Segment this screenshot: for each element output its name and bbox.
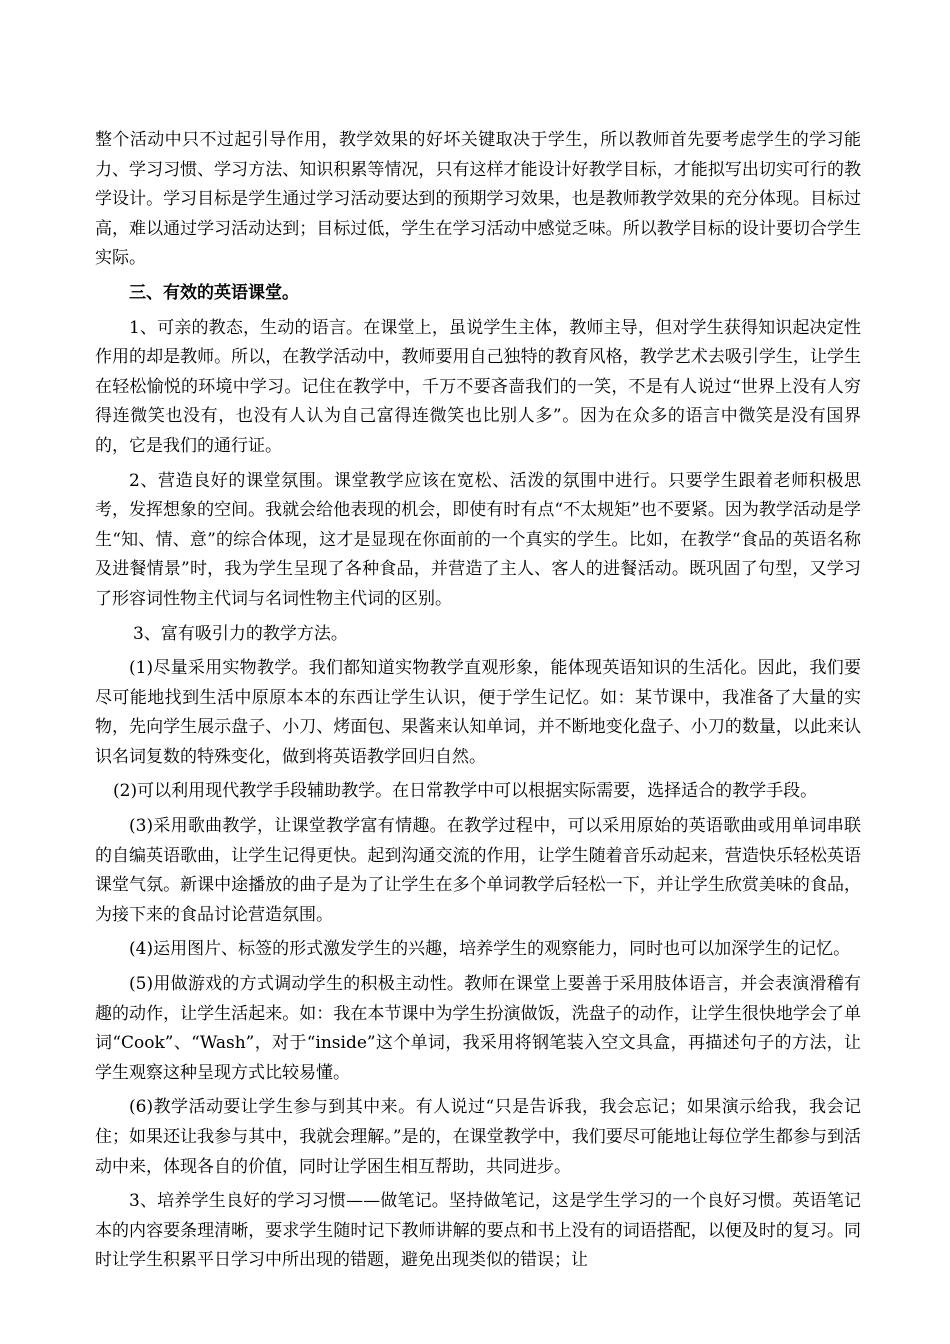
paragraph-4: 3、培养学生良好的学习习惯——做笔记。坚持做笔记，这是学生学习的一个良好习惯。英语笔记本的内容要条理清晰，要求学生随时记下教师讲解的要点和书上没有的词语搭配，以便及时的复习。同时让学生积累平日学习中所出现的错题，避免出现类似的错误；让 xyxy=(95,1191,861,1271)
paragraph-2: 2、营造良好的课堂氛围。课堂教学应该在宽松、活泼的氛围中进行。只要学生跟着老师积极思考，发挥想象的空间。我就会给他表现的机会，即使有时有点“不太规矩”也不要紧。因为教学活动是学生“知、情、意”的综合体现，这才是显现在你面前的一个真实的学生。比如，在教学“食品的英语名称及进餐情景”时，我为学生呈现了各种食品，并营造了主人、客人的进餐活动。既巩固了句型，又学习了形容词性物主代词与名词性物主代词的区别。 xyxy=(95,470,861,609)
paragraph-3-1: (1)尽量采用实物教学。我们都知道实物教学直观形象，能体现英语知识的生活化。因此，我们要尽可能地找到生活中原原本本的东西让学生认识，便于学生记忆。如：某节课中，我准备了大量的实物，先向学生展示盘子、小刀、烤面包、果酱来认知单词，并不断地变化盘子、小刀的数量，以此来认识名词复数的特殊变化，做到将英语教学回归自然。 xyxy=(95,658,861,767)
paragraph-3-6: (6)教学活动要让学生参与到其中来。有人说过“只是告诉我，我会忘记；如果演示给我，我会记住；如果还让我参与其中，我就会理解。”是的，在课堂教学中，我们要尽可能地让每位学生都参与到活动中来，体现各自的价值，同时让学困生相互帮助，共同进步。 xyxy=(95,1097,861,1177)
document-page xyxy=(95,126,861,1281)
paragraph-3-4: (4)运用图片、标签的形式激发学生的兴趣，培养学生的观察能力，同时也可以加深学生的记忆。 xyxy=(129,939,851,960)
paragraph-3-3: (3)采用歌曲教学，让课堂教学富有情趣。在教学过程中，可以采用原始的英语歌曲或用单词串联的自编英语歌曲，让学生记得更快。起到沟通交流的作用，让学生随着音乐动起来，营造快乐轻松英语课堂气氛。新课中途播放的曲子是为了让学生在多个单词教学后轻松一下，并让学生欣赏美味的食品，为接下来的食品讨论营造氛围。 xyxy=(95,816,861,925)
paragraph-1: 1、可亲的教态，生动的语言。在课堂上，虽说学生主体，教师主导，但对学生获得知识起决定性作用的却是教师。所以，在教学活动中，教师要用自己独特的教育风格，教学艺术去吸引学生，让学生在轻松愉悦的环境中学习。记住在教学中，千万不要吝啬我们的一笑，不是有人说过“世界上没有人穷得连微笑也没有，也没有人认为自己富得连微笑也比别人多”。因为在众多的语言中微笑是没有国界的，它是我们的通行证。 xyxy=(95,317,861,456)
paragraph-3-5: (5)用做游戏的方式调动学生的积极主动性。教师在课堂上要善于采用肢体语言，并会表演滑稽有趣的动作，让学生活起来。如：我在本节课中为学生扮演做饭，洗盘子的动作，让学生很快地学会了单词“Cook”、“Wash”，对于“inside”这个单词，我采用将钢笔装入空文具盒，再描述句子的方法，让学生观察这种呈现方式比较易懂。 xyxy=(95,974,861,1083)
paragraph-3: 3、富有吸引力的教学方法。 xyxy=(133,623,348,644)
paragraph-3-2: (2)可以利用现代教学手段辅助教学。在日常教学中可以根据实际需要，选择适合的教学手段。 xyxy=(113,781,818,802)
paragraph-intro: 整个活动中只不过起引导作用，教学效果的好坏关键取决于学生，所以教师首先要考虑学生的学习能力、学习习惯、学习方法、知识积累等情况，只有这样才能设计好教学目标，才能拟写出切实可行的教学设计。学习目标是学生通过学习活动要达到的预期学习效果，也是教师教学效果的充分体现。目标过高，难以通过学习活动达到；目标过低，学生在学习活动中感觉乏味。所以教学目标的设计要切合学生实际。 xyxy=(95,130,861,269)
section-heading: 三、有效的英语课堂。 xyxy=(129,282,299,303)
